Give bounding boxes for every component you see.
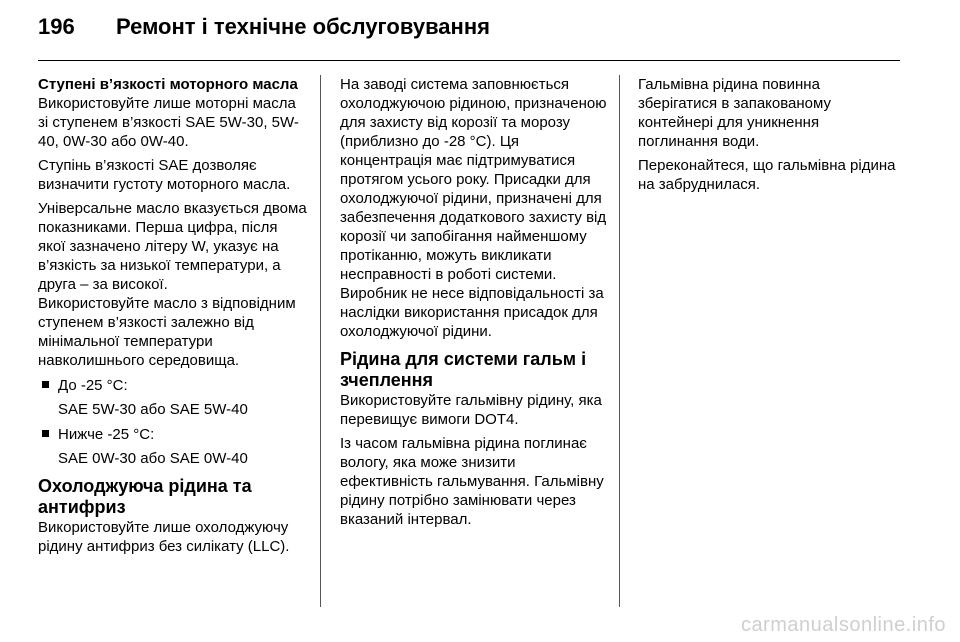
bullet-item <box>38 376 308 395</box>
column-1 <box>38 75 308 561</box>
sae-grade-paragraph: Ступінь в’язкості SAE дозволяє визначити густоту моторного масла. <box>38 157 291 193</box>
column-divider-2 <box>619 75 620 607</box>
coolant-factory-paragraph: На заводі система заповнюється охолоджуючою рідиною, призначеною для захисту від корозії та морозу (приблизно до -28 °C). Ця концентрація має підтримуватися протягом усього року. Присадки для охолоджуючої рідини, призначені для забезпечення додаткового захисту від корозії чи запобігання найменшому протіканню, можуть викликати несправності в роботі системи. Виробник не несе відповідальності за наслідки використання присадок для охолоджуючої рідини. <box>340 76 607 340</box>
oil-selection-paragraph: Використовуйте масло з відповідним ступенем в’язкості залежно від мінімальної температури навколишнього середовища. <box>38 295 296 369</box>
bullet-square-icon <box>42 430 49 437</box>
column-2 <box>340 75 608 534</box>
bullet-square-icon <box>42 381 49 388</box>
coolant-paragraph: Використовуйте лише охолоджуючу рідину антифриз без силікату (LLC). <box>38 519 290 555</box>
brake-fluid-heading: Рідина для системи гальм і зчеплення <box>340 349 587 390</box>
brake-fluid-clean-paragraph: Переконайтеся, що гальмівна рідина на забруднилася. <box>638 157 896 193</box>
column-3 <box>638 75 900 199</box>
coolant-heading: Охолоджуюча рідина та антифриз <box>38 476 252 517</box>
bullet-detail: SAE 5W-30 або SAE 5W-40 <box>58 401 248 418</box>
brake-fluid-storage-paragraph: Гальмівна рідина повинна зберігатися в запакованому контейнері для уникнення поглинання води. <box>638 76 831 150</box>
brake-fluid-moisture-paragraph: Із часом гальмівна рідина поглинає вологу, яка може знизити ефективність гальмування. Гальмівну рідину потрібно замінювати через вказаний інтервал. <box>340 435 604 528</box>
oil-viscosity-subheading: Ступені в’язкості моторного масла <box>38 76 298 93</box>
bullet-detail: SAE 0W-30 або SAE 0W-40 <box>58 450 248 467</box>
watermark-text: carmanualsonline.info <box>740 614 946 636</box>
brake-fluid-dot4-paragraph: Використовуйте гальмівну рідину, яка перевищує вимоги DOT4. <box>340 392 602 428</box>
page-header <box>38 14 490 50</box>
bullet-item <box>38 425 308 444</box>
header-divider <box>38 60 900 61</box>
page-number: 196 <box>38 14 75 39</box>
oil-viscosity-paragraph: Використовуйте лише моторні масла зі ступенем в’язкості SAE 5W-30, 5W-40, 0W-30 або 0W-40. <box>38 95 299 150</box>
page-title: Ремонт і технічне обслуговування <box>116 14 490 39</box>
bullet-label: До -25 °C: <box>58 377 128 394</box>
column-divider-1 <box>320 75 321 607</box>
multigrade-oil-paragraph: Універсальне масло вказується двома показниками. Перша цифра, після якої зазначено літеру W, указує на в’язкість за низької температури, а друга – за високої. <box>38 200 307 293</box>
bullet-label: Нижче -25 °C: <box>58 426 155 443</box>
